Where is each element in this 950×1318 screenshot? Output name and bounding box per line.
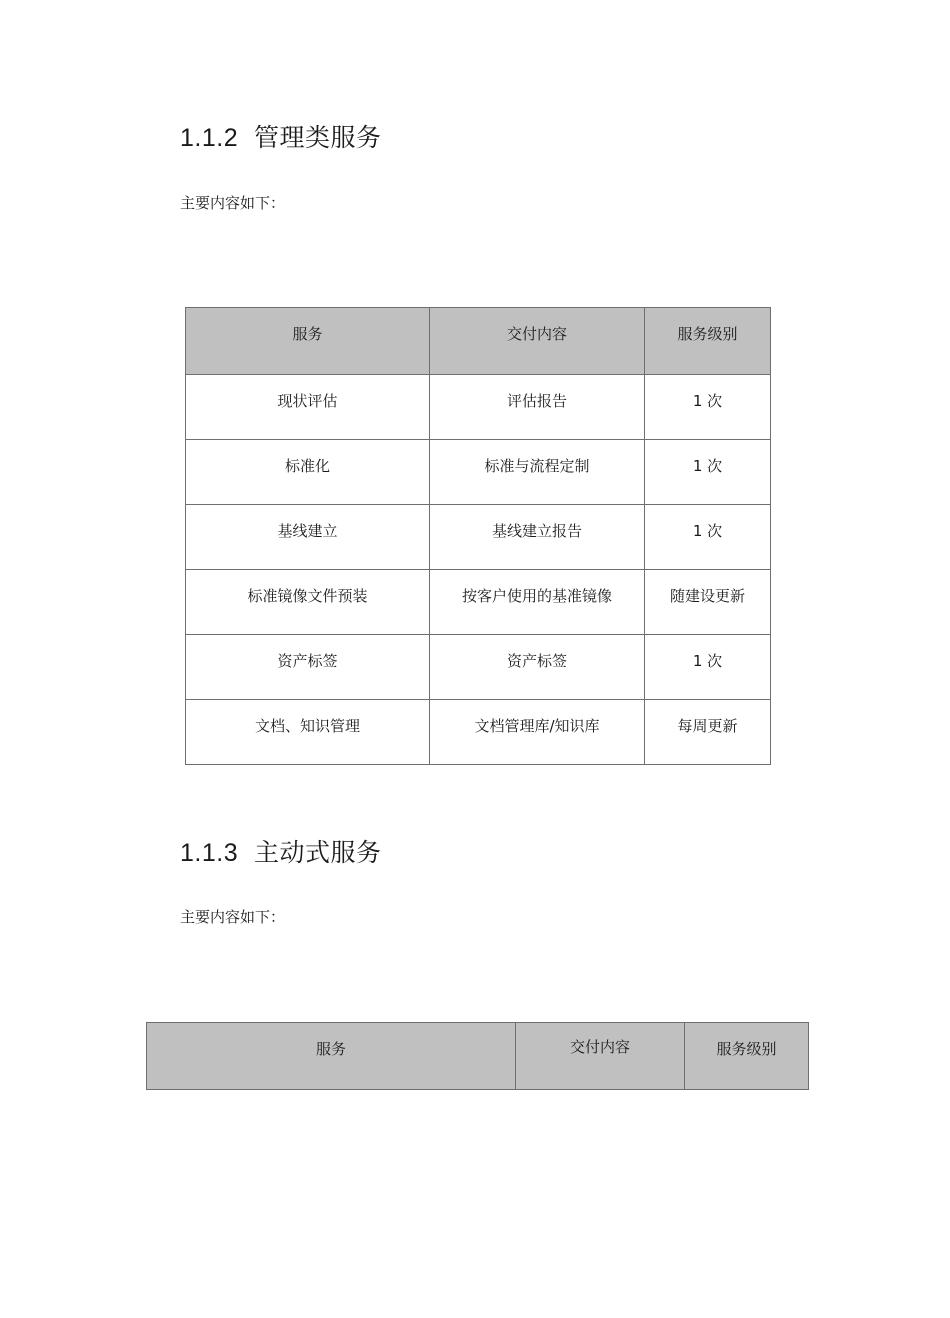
section-title: 管理类服务 — [254, 123, 382, 152]
column-header-service-level: 服务级别 — [645, 308, 771, 375]
column-header-deliverable: 交付内容 — [430, 308, 645, 375]
column-header-service: 服务 — [186, 308, 430, 375]
table-row — [186, 505, 771, 570]
cell-deliverable: 评估报告 — [430, 375, 645, 440]
cell-deliverable: 基线建立报告 — [430, 505, 645, 570]
table-row — [186, 635, 771, 700]
section-number: 1.1.3 — [180, 839, 239, 867]
cell-deliverable: 按客户使用的基准镜像 — [430, 570, 645, 635]
management-services-table — [185, 307, 771, 765]
cell-deliverable: 资产标签 — [430, 635, 645, 700]
cell-service-level: 1 次 — [645, 635, 771, 700]
section-title: 主动式服务 — [254, 838, 382, 867]
column-header-service-level: 服务级别 — [685, 1023, 809, 1090]
section-intro-text: 主要内容如下： — [180, 194, 286, 212]
cell-service-level: 1 次 — [645, 375, 771, 440]
table-row — [186, 375, 771, 440]
cell-service: 基线建立 — [186, 505, 430, 570]
proactive-services-table — [146, 1022, 809, 1090]
section-number: 1.1.2 — [180, 124, 239, 152]
cell-service: 标准化 — [186, 440, 430, 505]
cell-service: 资产标签 — [186, 635, 430, 700]
table-row — [186, 700, 771, 765]
cell-deliverable: 文档管理库/知识库 — [430, 700, 645, 765]
cell-deliverable: 标准与流程定制 — [430, 440, 645, 505]
cell-service: 标准镜像文件预装 — [186, 570, 430, 635]
table-row — [186, 440, 771, 505]
cell-service-level: 1 次 — [645, 505, 771, 570]
table-header-row — [186, 308, 771, 375]
cell-service: 文档、知识管理 — [186, 700, 430, 765]
cell-service-level: 每周更新 — [645, 700, 771, 765]
table-row — [186, 570, 771, 635]
cell-service-level: 1 次 — [645, 440, 771, 505]
section-intro-text: 主要内容如下： — [180, 908, 286, 926]
cell-service: 现状评估 — [186, 375, 430, 440]
section-heading-1-1-2 — [180, 118, 382, 154]
column-header-service: 服务 — [147, 1023, 516, 1090]
section-heading-1-1-3 — [180, 833, 382, 869]
column-header-deliverable: 交付内容 — [516, 1023, 685, 1090]
cell-service-level: 随建设更新 — [645, 570, 771, 635]
table-header-row — [147, 1023, 809, 1090]
